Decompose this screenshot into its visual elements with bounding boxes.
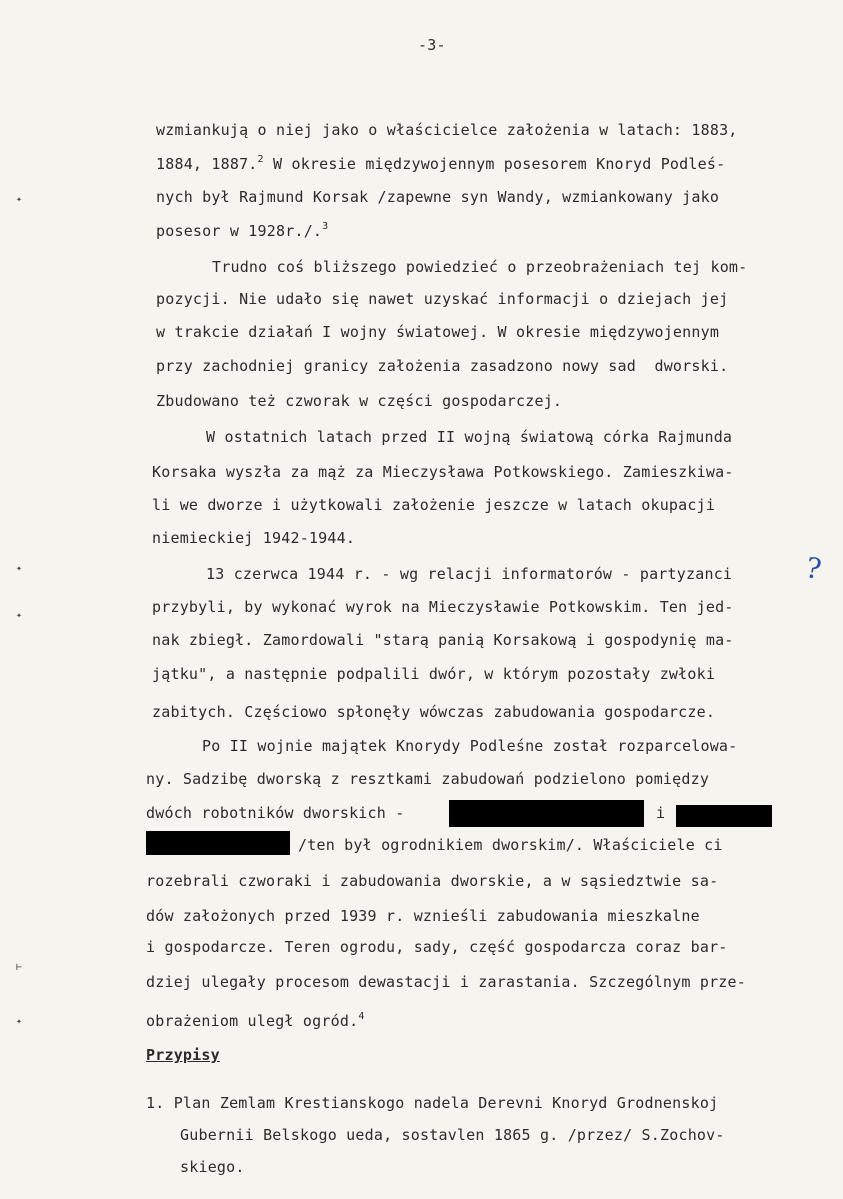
- text-line: nak zbiegł. Zamordowali "starą panią Korsakową i gospodynię ma-: [152, 631, 734, 649]
- page-number: -3-: [418, 36, 446, 54]
- text-line: Zbudowano też czworak w części gospodarczej.: [156, 392, 563, 410]
- text-line: Korsaka wyszła za mąż za Mieczysława Potkowskiego. Zamieszkiwa-: [152, 463, 734, 481]
- text-line: i gospodarcze. Teren ogrodu, sady, część gospodarcza coraz bar-: [146, 938, 728, 956]
- margin-mark: ✦: [16, 563, 23, 574]
- footnote-mark: 4: [358, 1011, 365, 1022]
- footnote-line: 1. Plan Zemlam Krestianskogo nadela Derevni Knoryd Grodnenskoj: [146, 1094, 719, 1112]
- text-line: W ostatnich latach przed II wojną światową córka Rajmunda: [206, 428, 733, 446]
- redaction-bar: [146, 831, 290, 855]
- text-segment: W okresie międzywojennym posesorem Knoryd Podleś-: [263, 155, 726, 173]
- text-line: Trudno coś bliższego powiedzieć o przeobrażeniach tej kom-: [212, 258, 748, 276]
- footnote-mark: 3: [322, 221, 329, 232]
- redaction-bar: [676, 805, 772, 827]
- text-line: wzmiankują o niej jako o właścicielce założenia w latach: 1883,: [156, 121, 738, 139]
- text-segment: 1884, 1887.: [156, 155, 258, 173]
- text-segment: obrażeniom uległ ogród.: [146, 1012, 359, 1030]
- text-line: niemieckiej 1942-1944.: [152, 529, 356, 547]
- text-line: [146, 1008, 365, 1030]
- footnote-mark: 2: [257, 154, 264, 165]
- text-line: li we dworze i użytkowali założenie jeszcze w latach okupacji: [152, 496, 716, 514]
- text-line: zabitych. Częściowo spłonęły wówczas zabudowania gospodarcze.: [152, 703, 716, 721]
- text-line: ny. Sadzibę dworską z resztkami zabudowań podzielono pomiędzy: [146, 770, 710, 788]
- margin-mark: ✦: [16, 610, 23, 621]
- margin-mark: ✦: [16, 1016, 23, 1027]
- text-line: [156, 218, 328, 240]
- text-line: dwóch robotników dworskich -: [146, 804, 405, 822]
- text-line: dów założonych przed 1939 r. wznieśli zabudowania mieszkalne: [146, 907, 700, 925]
- text-segment: posesor w 1928r./.: [156, 222, 323, 240]
- text-line: i: [656, 804, 666, 822]
- margin-mark: ⊢: [16, 962, 23, 973]
- margin-mark: ✦: [16, 194, 23, 205]
- footnotes-heading: Przypisy: [146, 1046, 220, 1064]
- text-line: pozycji. Nie udało się nawet uzyskać informacji o dziejach jej: [156, 290, 729, 308]
- text-line: przy zachodniej granicy założenia zasadzono nowy sad dworski.: [156, 357, 729, 375]
- footnote-line: skiego.: [180, 1158, 245, 1176]
- text-line: w trakcie działań I wojny światowej. W okresie międzywojennym: [156, 323, 720, 341]
- text-line: nych był Rajmund Korsak /zapewne syn Wandy, wzmiankowany jako: [156, 188, 720, 206]
- text-line: [156, 151, 725, 173]
- text-line: /ten był ogrodnikiem dworskim/. Właściciele ci: [298, 836, 723, 854]
- text-line: rozebrali czworaki i zabudowania dworskie, a w sąsiedztwie sa-: [146, 872, 719, 890]
- text-line: dziej ulegały procesom dewastacji i zarastania. Szczególnym prze-: [146, 973, 746, 991]
- footnote-line: Gubernii Belskogo ueda, sostavlen 1865 g. /przez/ S.Zochov-: [180, 1126, 725, 1144]
- text-line: jątku", a następnie podpalili dwór, w którym pozostały zwłoki: [152, 665, 716, 683]
- text-line: 13 czerwca 1944 r. - wg relacji informatorów - partyzanci: [206, 565, 733, 583]
- text-line: Po II wojnie majątek Knorydy Podleśne został rozparcelowa-: [202, 737, 738, 755]
- handwritten-question-mark: ?: [803, 550, 824, 587]
- text-line: przybyli, by wykonać wyrok na Mieczysławie Potkowskim. Ten jed-: [152, 598, 734, 616]
- redaction-bar: [449, 800, 644, 827]
